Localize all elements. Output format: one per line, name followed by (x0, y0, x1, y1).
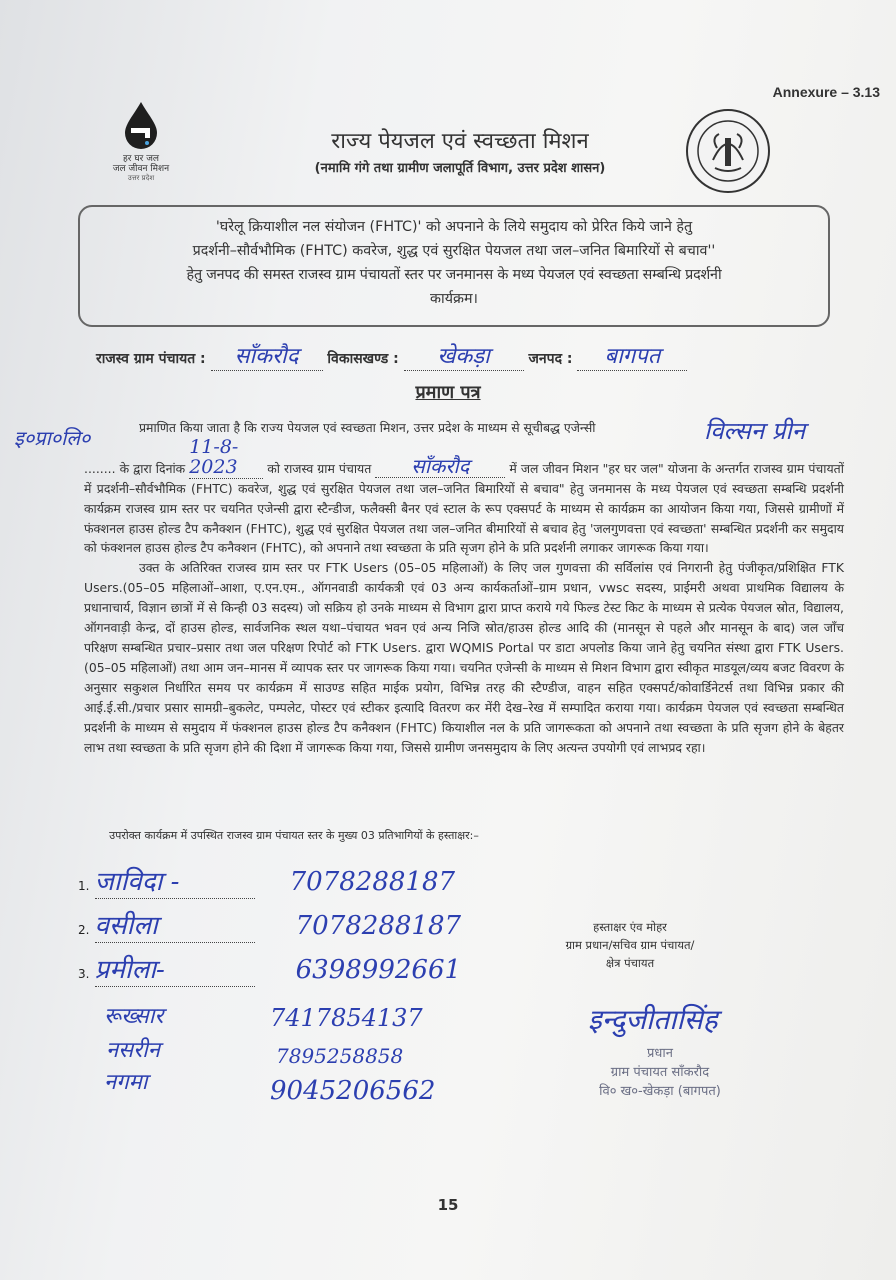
extra-participant-1-phone: 7417854137 (270, 1004, 423, 1032)
pradhan-stamp: प्रधान ग्राम पंचायत साँकरौद वि० ख०-खेकड़ा (बागपत) (599, 1046, 721, 1099)
block-label: विकासखण्ड : (327, 351, 399, 367)
certificate-body: प्रमाणित किया जाता है कि राज्य पेयजल एवं स्वच्छता मिशन, उत्तर प्रदेश के माध्यम से सूचीबद्ध एजेन्सी ........ के द्वारा दिनांक 11-8-2023 को राजस्व ग्राम पंचायत साँकरौद में जल जीवन मिशन "हर घर जल" योजना के अन्तर्गत राजस्व ग्राम पंचायतों में प्रदर्शनी–सौर्वभौमिक (FHTC) कवरेज, शुद्ध एवं सुरक्षित पेयजल तथा जल–जनित बिमारियों से बचाव" हेतु जनमानस के मध्य पेयजल एवं स्वच्छता सम्बन्धि प्रदर्शनी कार्यक्रम राजस्व ग्राम स्तर पर चयनित एजेन्सी द्वारा स्टैन्डीज, फलैक्सी बैनर एवं स्टाल के रूप एक्सपर्ट के माध्यम से कार्यक्रम का आयोजन किया गया, जिससे ग्रामीणों में फंक्शनल हाउस होल्ड टैप कनैक्शन (FHTC), शुद्ध एवं सुरक्षित पेयजल तथा जल–जनित बीमारियों से बचाव हेतु 'जलगुणवत्ता एवं स्वच्छता' सम्बन्धित प्रदर्शनी कर समुदाय को फंक्शनल हाउस होल्ड टैप कनैक्शन (FHTC), को अपनाने तथा स्वच्छता के प्रति सृजग होने के प्रति प्रदर्शनी लगाकर जागरूक किया गया। उक्त के अतिरिक्त राजस्व ग्राम स्तर पर FTK Users (05–05 महिलाओं) के लिए जल गुणवत्ता की सर्विलांस एवं निगरानी हेतु पंजीकृत/प्रशिक्षित FTK Users.(05–05 महिलाओं–आशा, ए.एन.एम., ऑगनवाडी कार्यकत्री एवं 03 अन्य कार्यकर्ताओं–ग्राम प्रधान, vwsc सदस्य, प्राईमरी अथवा प्राथमिक विद्यालय के प्रधानाचार्य, विज्ञान छात्रों में से किन्ही 03 सदस्य) जो सक्रिय हो उनके माध्यम से विभाग द्वारा प्राप्त कराये गये फिल्ड टेस्ट किट के माध्यम से प्रत्येक पेयजल स्रोत, विद्यालय, ऑगनवाड़ी केन्द्र, दों हाउस होल्ड, सार्वजनिक स्थल यथा–पंचायत भवन एवं अन्य निजि स्रोत/हाउस होल्ड आदि की (मानसून से पहले और मानसून के बाद) जल जाँच परिक्षण सम्बन्धित प्रचार–प्रसार तथा जल परिक्षण रिपोर्ट को FTK Users. द्वारा WQMIS Portal पर डाटा अपलोड किया जाने हेतु चयनित संस्था द्वारा FTK Users.(05–05 महिलाओं) तथा आम जन–मानस में व्यापक स्तर पर जागरूक किया गया। चयनित एजेन्सी के माध्यम से मिशन विभाग द्वारा स्वीकृत माडयूल/व्यय बजट विवरण के अनुसार सकुशल निर्धारित समय पर कार्यक्रम में साउण्ड सहित माईक प्रयोग, विभिन्न तरह की स्टैण्डीज, वाहन सहित एक्सपर्ट/कोवार्डिनेटर्स तथा विभिन्न प्रकार की आई.ई.सी./प्रचार प्रसार सामग्री–बुकलेट, पम्पलेट, पोस्टर एवं स्टीकर इत्यादि वितरण कर मेंरी देख–रेख में सम्पादित कराया गया। कार्यक्रम पेयजल एवं स्वच्छता सम्बन्धित प्रदर्शनी के माध्यम से समुदाय में फंक्शनल हाउस होल्ड टैप कनैक्शन (FHTC) कियाशील नल के प्रति जागरूकता को अपनाने तथा स्वच्छता के प्रति सृजग होने के बेहतर लाभ तथा स्वच्छता के प्रति सृजग होने की दिशा में जागरूक किया गया, जिससे ग्रामीण जनसमुदाय के लिए अत्यन्त उपयोगी एवं लाभप्रद रहा। (84, 418, 844, 757)
certificate-title: प्रमाण पत्र (415, 382, 481, 403)
program-line-1: 'घरेलू क्रियाशील नल संयोजन (FHTC)' को अपनाने के लिये समुदाय को प्रेरित किये जाने हेतु (215, 219, 693, 235)
har-ghar-jal-logo (98, 100, 184, 190)
page-title: राज्य पेयजल एवं स्वच्छता मिशन (331, 129, 589, 154)
participant-2: 2. वसीला 7078288187 (78, 906, 498, 943)
pradhan-signature: इन्दुजीतासिंह (588, 1003, 718, 1036)
gram-panchayat-value: साँकरौद (211, 340, 323, 371)
district-value: बागपत (577, 340, 687, 371)
handwritten-panchayat: साँकरौद (375, 457, 505, 478)
participant-2-phone: 7078288187 (295, 911, 462, 941)
participant-1-phone: 7078288187 (289, 867, 456, 897)
body-p1-panchayat: को राजस्व ग्राम पंचायत (267, 460, 372, 476)
extra-participant-2-phone: 7895258858 (276, 1044, 404, 1068)
extra-participant-3-phone: 9045206562 (270, 1076, 436, 1106)
page-subtitle: (नमामि गंगे तथा ग्रामीण जलापूर्ति विभाग, उत्तर प्रदेश शासन) (314, 161, 606, 176)
annexure-label: Annexure – 3.13 (772, 84, 880, 100)
extra-participant-2-name: नसरीन (106, 1038, 160, 1063)
program-title-box (78, 205, 830, 327)
water-drop-icon (119, 100, 163, 150)
body-p1-start: प्रमाणित किया जाता है कि राज्य पेयजल एवं स्वच्छता मिशन, उत्तर प्रदेश के माध्यम से सूचीबद्ध एजेन्सी (139, 420, 596, 435)
logo-caption-2: जल जीवन मिशन (112, 164, 170, 174)
signatures-intro: उपरोक्त कार्यक्रम में उपस्थित राजस्व ग्राम पंचायत स्तर के मुख्य 03 प्रतिभागियों के हस्ताक्षर:– (109, 829, 479, 842)
participant-3: 3. प्रमीला- 6398992661 (78, 950, 498, 987)
handwritten-margin-note: इ०प्रा०लि० (14, 426, 91, 450)
body-p1-by-date: के द्वारा दिनांक (119, 460, 186, 476)
extra-participant-1-name: रूख्सार (104, 1004, 164, 1029)
participant-3-phone: 6398992661 (295, 955, 462, 985)
location-fields (96, 340, 816, 370)
extra-participant-3-name: नगमा (104, 1070, 148, 1095)
authority-block: हस्ताक्षर एंव मोहर ग्राम प्रधान/सचिव ग्राम पंचायत/ क्षेत्र पंचायत (565, 920, 695, 970)
handwritten-date: 11-8-2023 (189, 438, 263, 479)
gram-panchayat-label: राजस्व ग्राम पंचायत : (96, 351, 206, 367)
up-government-seal (685, 108, 771, 194)
program-line-4: कार्यक्रम। (430, 291, 478, 307)
logo-caption: हर घर जल (123, 154, 159, 164)
participant-2-name: वसीला (95, 906, 255, 943)
body-p2: उक्त के अतिरिक्त राजस्व ग्राम स्तर पर FTK Users (05–05 महिलाओं) के लिए जल गुणवत्ता की सर्विलांस एवं निगरानी हेतु पंजीकृत/प्रशिक्षित FTK Users.(05–05 महिलाओं–आशा, ए.एन.एम., ऑगनवाडी कार्यकत्री एवं 03 अन्य कार्यकर्ताओं–ग्राम प्रधान, vwsc सदस्य, प्राईमरी अथवा प्राथमिक विद्यालय के प्रधानाचार्य, विज्ञान छात्रों में से किन्ही 03 सदस्य) जो सक्रिय हो उनके माध्यम से विभाग द्वारा प्राप्त कराये गये फिल्ड टेस्ट किट के माध्यम से प्रत्येक पेयजल स्रोत, विद्यालय, ऑगनवाड़ी केन्द्र, दों हाउस होल्ड, सार्वजनिक स्थल यथा–पंचायत भवन एवं अन्य निजि स्रोत/हाउस होल्ड आदि की (मानसून से पहले और मानसून के बाद) जल जाँच परिक्षण सम्बन्धित प्रचार–प्रसार तथा जल परिक्षण रिपोर्ट को FTK Users. द्वारा WQMIS Portal पर डाटा अपलोड किया जाने हेतु चयनित संस्था द्वारा FTK Users.(05–05 महिलाओं) तथा आम जन–मानस में व्यापक स्तर पर जागरूक किया गया। चयनित एजेन्सी के माध्यम से मिशन विभाग द्वारा स्वीकृत माडयूल/व्यय बजट विवरण के अनुसार सकुशल निर्धारित समय पर कार्यक्रम में साउण्ड सहित माईक प्रयोग, विभिन्न तरह की स्टैण्डीज, वाहन सहित एक्सपर्ट/कोवार्डिनेटर्स तथा विभिन्न प्रकार की आई.ई.सी./प्रचार प्रसार सामग्री–बुकलेट, पम्पलेट, पोस्टर एवं स्टीकर इत्यादि वितरण कर मेंरी देख–रेख में सम्पादित कराया गया। कार्यक्रम पेयजल एवं स्वच्छता सम्बन्धित प्रदर्शनी के माध्यम से समुदाय में फंक्शनल हाउस होल्ड टैप कनैक्शन (FHTC) कियाशील नल के प्रति जागरूकता को अपनाने तथा स्वच्छता के प्रति सृजग होने के बेहतर लाभ तथा स्वच्छता के प्रति सृजग होने की दिशा में जागरूक किया गया, जिससे ग्रामीण जनसमुदाय के लिए अत्यन्त उपयोगी एवं लाभप्रद रहा। (84, 560, 844, 755)
logo-caption-3: उत्तर प्रदेश (127, 174, 155, 182)
body-p1-rest: में जल जीवन मिशन "हर घर जल" योजना के अन्तर्गत राजस्व ग्राम पंचायतों में प्रदर्शनी–सौर्वभौमिक (FHTC) कवरेज, शुद्ध एवं सुरक्षित पेयजल तथा जल–जनित बिमारियों से बचाव" हेतु जनमानस के मध्य पेयजल एवं स्वच्छता सम्बन्धि प्रदर्शनी कार्यक्रम राजस्व ग्राम स्तर पर चयनित एजेन्सी द्वारा स्टैन्डीज, फलैक्सी बैनर एवं स्टाल के रूप एक्सपर्ट के माध्यम से कार्यक्रम का आयोजन किया गया, जिससे ग्रामीणों में फंक्शनल हाउस होल्ड टैप कनैक्शन (FHTC), शुद्ध एवं सुरक्षित पेयजल तथा जल–जनित बीमारियों से बचाव हेतु 'जलगुणवत्ता एवं स्वच्छता' सम्बन्धित प्रदर्शनी कर समुदाय को फंक्शनल हाउस होल्ड टैप कनैक्शन (FHTC), को अपनाने तथा स्वच्छता के प्रति सृजग होने के प्रति प्रदर्शनी लगाकर जागरूक किया गया। (84, 460, 844, 556)
page-number: 15 (437, 1196, 459, 1214)
handwritten-agency-name: विल्सन प्रीन (704, 417, 806, 445)
district-label: जनपद : (528, 351, 573, 367)
program-line-2: प्रदर्शनी–सौर्वभौमिक (FHTC) कवरेज, शुद्ध एवं सुरक्षित पेयजल तथा जल–जनित बिमारियों से बचाव'' (192, 243, 716, 259)
participant-1: 1. जाविदा - 7078288187 (78, 862, 498, 899)
program-line-3: हेतु जनपद की समस्त राजस्व ग्राम पंचायतों स्तर पर जनमानस के मध्य पेयजल एवं स्वच्छता सम्बन्धि प्रदर्शनी (186, 267, 722, 283)
block-value: खेकड़ा (404, 340, 524, 371)
participant-1-name: जाविदा - (95, 862, 255, 899)
participant-3-name: प्रमीला- (95, 950, 255, 987)
